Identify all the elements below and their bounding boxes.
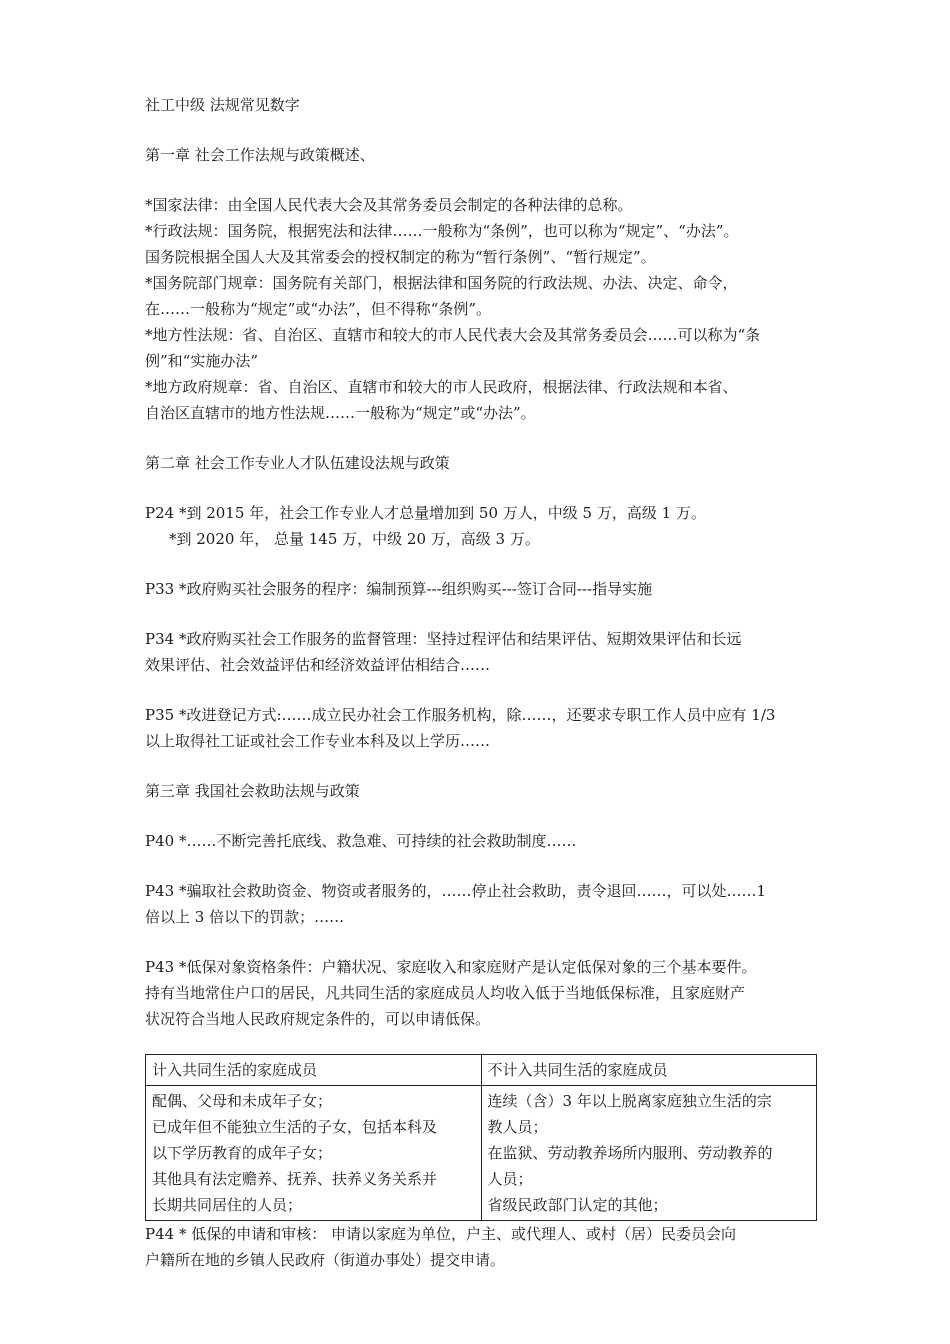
document-title: 社工中级 法规常见数字 xyxy=(145,96,300,114)
p43-dibao-line: 状况符合当地人民政府规定条件的，可以申请低保。 xyxy=(145,1010,491,1028)
chapter-3-heading: 第三章 我国社会救助法规与政策 xyxy=(145,782,360,800)
p43-dibao-line: 持有当地常住户口的居民，凡共同生活的家庭成员人均收入低于当地低保标准，且家庭财产 xyxy=(145,984,746,1002)
cell-line: 配偶、父母和未成年子女； xyxy=(152,1092,333,1110)
table-row xyxy=(146,1086,817,1221)
p40-line: P40 *……不断完善托底线、救急难、可持续的社会救助制度…… xyxy=(145,832,577,850)
p33-line: P33 *政府购买社会服务的程序：编制预算---组织购买---签订合同---指导实施 xyxy=(145,580,653,598)
p43-fraud-line: P43 *骗取社会救助资金、物资或者服务的，……停止社会救助，责令退回……，可以处……1 xyxy=(145,882,766,900)
cell-line: 人员； xyxy=(487,1170,533,1188)
ch1-line: *地方性法规：省、自治区、直辖市和较大的市人民代表大会及其常务委员会……可以称为“条 xyxy=(145,326,761,344)
p35-line: P35 *改进登记方式:……成立民办社会工作服务机构，除……，还要求专职工作人员中应有 1/3 xyxy=(145,706,776,724)
ch1-line: 例”和“实施办法” xyxy=(145,352,259,370)
p34-line: P34 *政府购买社会工作服务的监督管理：坚持过程评估和结果评估、短期效果评估和长远 xyxy=(145,630,742,648)
chapter-1-heading: 第一章 社会工作法规与政策概述、 xyxy=(145,146,375,164)
p24-line-2020: *到 2020 年， 总量 145 万，中级 20 万，高级 3 万。 xyxy=(169,530,540,548)
ch1-line: 在……一般称为“规定”或“办法”，但不得称“条例”。 xyxy=(145,300,492,318)
chapter-2-heading: 第二章 社会工作专业人才队伍建设法规与政策 xyxy=(145,454,450,472)
p44-line: P44 * 低保的申请和审核： 申请以家庭为单位，户主、或代理人、或村（居）民委员会向 xyxy=(145,1225,736,1243)
cell-line: 以下学历教育的成年子女； xyxy=(152,1144,333,1162)
p34-line: 效果评估、社会效益评估和经济效益评估相结合…… xyxy=(145,656,491,674)
cell-line: 省级民政部门认定的其他； xyxy=(487,1196,668,1214)
ch1-line: 自治区直辖市的地方性法规……一般称为“规定”或“办法”。 xyxy=(145,404,536,422)
ch1-line: *行政法规：国务院，根据宪法和法律……一般称为“条例”，也可以称为“规定”、“办法”。 xyxy=(145,222,739,240)
p43-dibao-line: P43 *低保对象资格条件：户籍状况、家庭收入和家庭财产是认定低保对象的三个基本要件。 xyxy=(145,958,757,976)
cell-line: 连续（含）3 年以上脱离家庭独立生活的宗 xyxy=(487,1092,772,1110)
cell-line: 在监狱、劳动教养场所内服刑、劳动教养的 xyxy=(487,1144,773,1162)
cell-line: 已成年但不能独立生活的子女，包括本科及 xyxy=(152,1118,438,1136)
ch1-line: *地方政府规章：省、自治区、直辖市和较大的市人民政府，根据法律、行政法规和本省、 xyxy=(145,378,738,396)
cell-line: 长期共同居住的人员； xyxy=(152,1196,303,1214)
p44-line: 户籍所在地的乡镇人民政府（街道办事处）提交申请。 xyxy=(145,1251,506,1269)
cell-line: 其他具有法定赡养、抚养、扶养义务关系并 xyxy=(152,1170,438,1188)
p24-line: P24 *到 2015 年，社会工作专业人才总量增加到 50 万人，中级 5 万，高级 1 万。 xyxy=(145,504,706,522)
p35-line: 以上取得社工证或社会工作专业本科及以上学历…… xyxy=(145,732,491,750)
p43-fraud-line: 倍以上 3 倍以下的罚款；…… xyxy=(145,908,345,926)
ch1-line: *国家法律：由全国人民代表大会及其常务委员会制定的各种法律的总称。 xyxy=(145,196,633,214)
table-header-included: 计入共同生活的家庭成员 xyxy=(146,1055,482,1086)
document-body xyxy=(145,92,810,1273)
table-cell-excluded xyxy=(481,1086,817,1221)
table-cell-included xyxy=(146,1086,482,1221)
cell-line: 教人员； xyxy=(487,1118,548,1136)
table-header-row xyxy=(146,1055,817,1086)
ch1-line: 国务院根据全国人大及其常委会的授权制定的称为“暂行条例”、“暂行规定”。 xyxy=(145,248,656,266)
ch1-line: *国务院部门规章：国务院有关部门，根据法律和国务院的行政法规、办法、决定、命令， xyxy=(145,274,738,292)
family-members-table xyxy=(145,1054,817,1221)
table-header-excluded: 不计入共同生活的家庭成员 xyxy=(481,1055,817,1086)
